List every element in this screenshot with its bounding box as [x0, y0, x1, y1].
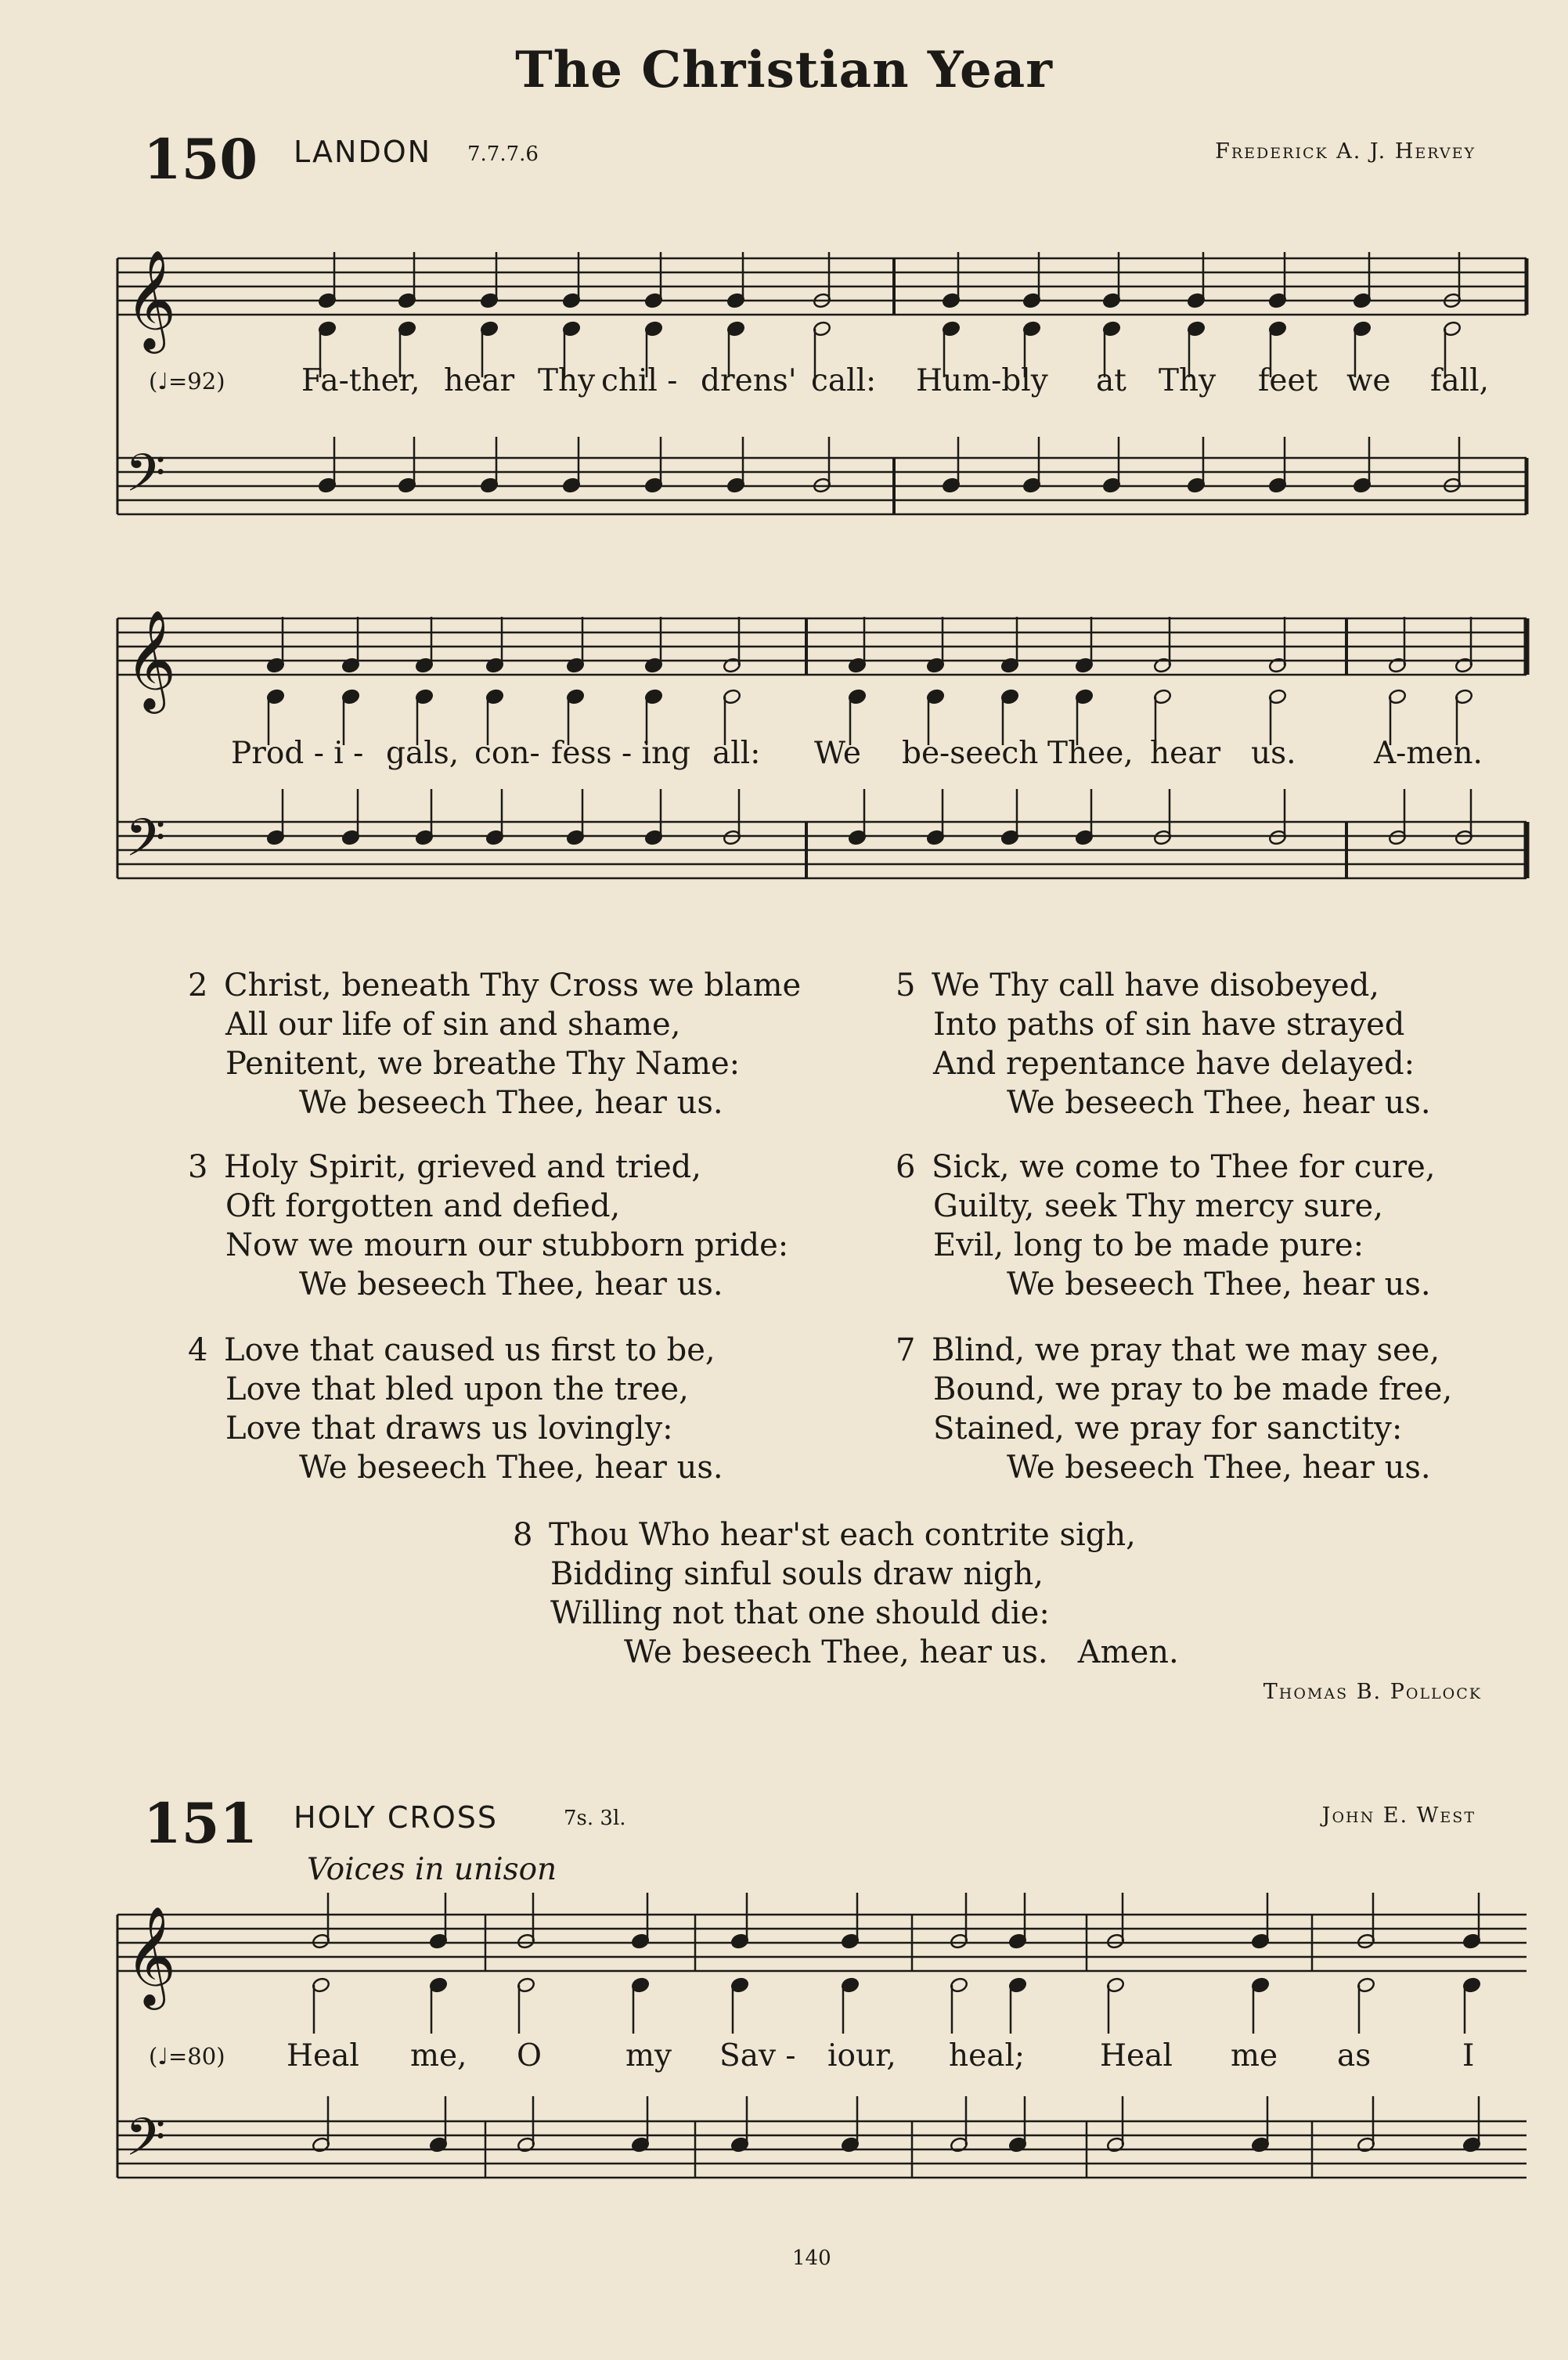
- verse-line-text: Love that caused us first to be,: [224, 1332, 716, 1368]
- note-head: [1075, 830, 1094, 846]
- note-head: [398, 293, 416, 309]
- note-head: [730, 2137, 749, 2153]
- note-head: [398, 321, 416, 337]
- hymn-150-lyric-word: we: [1346, 363, 1391, 398]
- verse-line: Evil, long to be made pure:: [933, 1227, 1364, 1263]
- hymn-151-lyric-word: O: [517, 2038, 542, 2074]
- note-head: [813, 477, 831, 494]
- verse-number: 6: [896, 1149, 916, 1185]
- note-head: [415, 689, 434, 705]
- note-head: [1268, 658, 1287, 674]
- note-head: [1008, 1933, 1027, 1950]
- note-head: [1000, 689, 1019, 705]
- note-head: [318, 293, 337, 309]
- note-head: [841, 1933, 860, 1950]
- verse-refrain: We beseech Thee, hear us.: [1007, 1450, 1431, 1486]
- note-head: [318, 321, 337, 337]
- note-head: [813, 321, 831, 337]
- note-head: [1357, 1933, 1375, 1950]
- note-head: [1000, 830, 1019, 846]
- note-head: [485, 830, 504, 846]
- note-head: [1153, 830, 1172, 846]
- note-head: [1268, 293, 1287, 309]
- hymn-151-lyric-word: me,: [410, 2038, 467, 2074]
- note-head: [644, 321, 663, 337]
- note-head: [312, 1933, 330, 1950]
- hymn-150-verse-4: [188, 1331, 723, 1487]
- note-head: [1388, 689, 1407, 705]
- note-head: [429, 1977, 448, 1994]
- note-head: [517, 2137, 535, 2153]
- note-head: [1000, 658, 1019, 674]
- hymn-151-lyric-word: me: [1231, 2038, 1278, 2074]
- note-head: [312, 2137, 330, 2153]
- verse-line: Penitent, we breathe Thy Name:: [225, 1046, 741, 1082]
- verse-number: 5: [896, 967, 916, 1003]
- verse-line: [188, 1148, 788, 1187]
- treble-clef-icon: 𝄞: [125, 249, 177, 349]
- note-head: [631, 1933, 650, 1950]
- treble-clef-icon: 𝄞: [125, 609, 177, 709]
- verse-refrain: We beseech Thee, hear us.: [299, 1266, 723, 1303]
- note-head: [926, 658, 945, 674]
- verse-line: [896, 1148, 1435, 1187]
- verse-line: [896, 966, 1431, 1005]
- note-head: [942, 477, 961, 494]
- note-head: [1106, 2137, 1125, 2153]
- hymn-150-lyric-word: us.: [1251, 736, 1296, 771]
- hymn-150-verse-8: [513, 1515, 1179, 1672]
- verse-line: Guilty, seek Thy mercy sure,: [933, 1188, 1383, 1224]
- note-head: [341, 830, 360, 846]
- hymn-151-meter: 7s. 3l.: [564, 1807, 626, 1830]
- verse-number: 7: [896, 1332, 916, 1368]
- hymn-150-lyric-word: We: [814, 736, 861, 771]
- note-head: [1102, 293, 1121, 309]
- verse-refrain: We beseech Thee, hear us.: [1007, 1085, 1431, 1121]
- note-head: [1102, 477, 1121, 494]
- note-head: [841, 1977, 860, 1994]
- note-head: [1106, 1977, 1125, 1994]
- note-head: [631, 1977, 650, 1994]
- hymn-150-lyric-word: con-: [474, 736, 540, 771]
- note-head: [266, 658, 285, 674]
- hymn-150-lyric-word: all:: [712, 736, 761, 771]
- hymn-151-lyric-word: Sav -: [719, 2038, 796, 2074]
- hymn-150-lyric-word: call:: [811, 363, 877, 398]
- note-head: [1251, 1933, 1270, 1950]
- note-head: [485, 689, 504, 705]
- note-head: [566, 830, 585, 846]
- verse-line: [896, 1331, 1452, 1370]
- note-head: [266, 689, 285, 705]
- hymn-150-lyric-word: fess - ing: [551, 736, 691, 771]
- note-head: [1268, 321, 1287, 337]
- note-head: [312, 1977, 330, 1994]
- hymn-150-meter: 7.7.7.6: [467, 142, 539, 166]
- note-head: [1443, 477, 1462, 494]
- hymn-150-lyric-word: Thy: [1159, 363, 1217, 398]
- note-head: [1388, 658, 1407, 674]
- note-head: [1153, 658, 1172, 674]
- note-head: [631, 2137, 650, 2153]
- hymn-150-lyric-word: be-seech: [902, 736, 1039, 771]
- hymn-150-composer: Frederick A. J. Hervey: [1215, 139, 1476, 164]
- verse-number: 8: [513, 1517, 533, 1553]
- hymn-151-composer: John E. West: [1321, 1803, 1476, 1828]
- hymn-150-lyric-word: gals,: [386, 736, 460, 771]
- hymn-151-lyric-word: iour,: [827, 2038, 896, 2074]
- verse-line: [513, 1515, 1179, 1555]
- note-head: [1353, 321, 1372, 337]
- note-head: [1388, 830, 1407, 846]
- verse-line-text: Sick, we come to Thee for cure,: [932, 1149, 1436, 1185]
- hymn-150-verse-7: [896, 1331, 1452, 1487]
- note-head: [644, 477, 663, 494]
- note-head: [1353, 293, 1372, 309]
- hymn-150-author: Thomas B. Pollock: [1263, 1680, 1482, 1704]
- verse-line: [188, 966, 801, 1005]
- note-head: [1008, 1977, 1027, 1994]
- note-head: [644, 293, 663, 309]
- note-head: [1462, 2137, 1481, 2153]
- note-head: [726, 477, 745, 494]
- page-number: 140: [792, 2247, 831, 2270]
- hymn-151-tune-name: HOLY CROSS: [294, 1800, 498, 1835]
- hymn-150-tune-name: LANDON: [294, 135, 432, 169]
- note-head: [1008, 2137, 1027, 2153]
- note-head: [566, 658, 585, 674]
- note-head: [562, 293, 581, 309]
- hymn-150-verse-6: [896, 1148, 1435, 1304]
- note-head: [730, 1933, 749, 1950]
- hymn-151-lyric-word: heal;: [949, 2038, 1026, 2074]
- note-head: [398, 477, 416, 494]
- note-head: [1102, 321, 1121, 337]
- verse-line-text: Christ, beneath Thy Cross we blame: [224, 967, 802, 1003]
- verse-line: [188, 1331, 723, 1370]
- note-head: [644, 830, 663, 846]
- verse-line: Love that bled upon the tree,: [225, 1371, 689, 1407]
- note-head: [429, 2137, 448, 2153]
- note-head: [942, 321, 961, 337]
- verse-line: Bidding sinful souls draw nigh,: [550, 1556, 1044, 1592]
- hymn-150-lyric-word: Hum-bly: [916, 363, 1048, 398]
- verse-refrain: We beseech Thee, hear us. Amen.: [624, 1634, 1179, 1670]
- verse-number: 4: [188, 1332, 208, 1368]
- verse-line: Bound, we pray to be made free,: [933, 1371, 1453, 1407]
- note-head: [1454, 689, 1473, 705]
- note-head: [1022, 321, 1041, 337]
- note-head: [562, 477, 581, 494]
- note-head: [1153, 689, 1172, 705]
- hymn-151-lyric-word: my: [625, 2038, 672, 2074]
- note-head: [1187, 321, 1206, 337]
- note-head: [1187, 293, 1206, 309]
- note-head: [1268, 689, 1287, 705]
- hymn-151-lyric-word: Heal: [1100, 2038, 1173, 2074]
- hymn-150-tempo: (♩=92): [149, 368, 225, 395]
- note-head: [1075, 689, 1094, 705]
- note-head: [1353, 477, 1372, 494]
- verse-line-text: We Thy call have disobeyed,: [932, 967, 1380, 1003]
- bass-clef-icon: 𝄢: [125, 2107, 166, 2180]
- note-head: [1075, 658, 1094, 674]
- hymn-151-direction: Voices in unison: [307, 1852, 557, 1887]
- hymn-150-lyric-word: drens': [701, 363, 797, 398]
- note-head: [1022, 293, 1041, 309]
- note-head: [562, 321, 581, 337]
- note-head: [730, 1977, 749, 1994]
- note-head: [950, 1933, 968, 1950]
- note-head: [341, 689, 360, 705]
- note-head: [341, 658, 360, 674]
- bass-clef-icon: 𝄢: [125, 443, 166, 516]
- note-head: [848, 830, 867, 846]
- note-head: [415, 830, 434, 846]
- note-head: [1443, 321, 1462, 337]
- verse-line: And repentance have delayed:: [933, 1046, 1415, 1082]
- hymn-150-lyric-word: feet: [1258, 363, 1318, 398]
- note-head: [942, 293, 961, 309]
- verse-line: All our life of sin and shame,: [225, 1007, 681, 1043]
- verse-refrain: We beseech Thee, hear us.: [299, 1085, 723, 1121]
- note-head: [517, 1933, 535, 1950]
- note-head: [926, 689, 945, 705]
- note-head: [950, 1977, 968, 1994]
- note-head: [644, 689, 663, 705]
- verse-refrain: We beseech Thee, hear us.: [299, 1450, 723, 1486]
- note-head: [950, 2137, 968, 2153]
- note-head: [1251, 1977, 1270, 1994]
- hymn-151-number: 151: [143, 1791, 258, 1856]
- verse-number: 2: [188, 967, 208, 1003]
- page-title: The Christian Year: [515, 41, 1053, 99]
- note-head: [1268, 477, 1287, 494]
- hymn-150-verse-3: [188, 1148, 788, 1304]
- note-head: [266, 830, 285, 846]
- verse-line: Into paths of sin have strayed: [933, 1007, 1405, 1043]
- note-head: [480, 321, 499, 337]
- hymn-150-lyric-word: Prod - i -: [231, 736, 364, 771]
- verse-line-text: Blind, we pray that we may see,: [932, 1332, 1440, 1368]
- hymn-150-verse-2: [188, 966, 801, 1122]
- note-head: [1462, 1933, 1481, 1950]
- verse-number: 3: [188, 1149, 208, 1185]
- note-head: [1022, 477, 1041, 494]
- hymn-150-verse-5: [896, 966, 1431, 1122]
- hymn-150-number: 150: [143, 127, 258, 192]
- note-head: [1443, 293, 1462, 309]
- note-head: [813, 293, 831, 309]
- note-head: [485, 658, 504, 674]
- note-head: [726, 293, 745, 309]
- note-head: [566, 689, 585, 705]
- hymn-150-lyric-word: chil -: [601, 363, 678, 398]
- verse-line: Willing not that one should die:: [550, 1595, 1050, 1631]
- note-head: [848, 658, 867, 674]
- verse-line-text: Thou Who hear'st each contrite sigh,: [549, 1517, 1136, 1553]
- note-head: [723, 658, 741, 674]
- note-head: [1106, 1933, 1125, 1950]
- note-head: [480, 477, 499, 494]
- note-head: [723, 689, 741, 705]
- hymn-150-lyric-word: Fa-ther,: [301, 363, 420, 398]
- note-head: [517, 1977, 535, 1994]
- note-head: [848, 689, 867, 705]
- treble-clef-icon: 𝄞: [125, 1905, 177, 2005]
- note-head: [644, 658, 663, 674]
- note-head: [926, 830, 945, 846]
- hymn-151-lyric-word: I: [1462, 2038, 1475, 2074]
- hymn-150-lyric-word: at: [1096, 363, 1126, 398]
- hymn-150-lyric-word: hear: [1150, 736, 1221, 771]
- hymn-150-lyric-word: Thee,: [1047, 736, 1134, 771]
- note-head: [1187, 477, 1206, 494]
- note-head: [726, 321, 745, 337]
- note-head: [841, 2137, 860, 2153]
- note-head: [1251, 2137, 1270, 2153]
- note-head: [1462, 1977, 1481, 1994]
- hymn-151-tempo: (♩=80): [149, 2043, 225, 2070]
- note-head: [723, 830, 741, 846]
- hymn-151-lyric-word: Heal: [287, 2038, 359, 2074]
- note-head: [1357, 1977, 1375, 1994]
- hymn-150-lyric-word: A-men.: [1374, 736, 1483, 771]
- note-head: [480, 293, 499, 309]
- note-head: [1454, 658, 1473, 674]
- note-head: [415, 658, 434, 674]
- verse-line: Oft forgotten and defied,: [225, 1188, 621, 1224]
- hymn-150-lyric-word: hear: [444, 363, 515, 398]
- verse-line: Stained, we pray for sanctity:: [933, 1411, 1403, 1447]
- bass-clef-icon: 𝄢: [125, 808, 166, 881]
- verse-refrain: We beseech Thee, hear us.: [1007, 1266, 1431, 1303]
- hymn-151-lyric-word: as: [1337, 2038, 1372, 2074]
- verse-line-text: Holy Spirit, grieved and tried,: [224, 1149, 701, 1185]
- hymn-150-lyric-word: fall,: [1430, 363, 1490, 398]
- note-head: [1357, 2137, 1375, 2153]
- hymn-150-lyric-word: Thy: [538, 363, 596, 398]
- note-head: [1454, 830, 1473, 846]
- note-head: [318, 477, 337, 494]
- note-head: [1268, 830, 1287, 846]
- note-head: [429, 1933, 448, 1950]
- verse-line: Love that draws us lovingly:: [225, 1411, 673, 1447]
- verse-line: Now we mourn our stubborn pride:: [225, 1227, 789, 1263]
